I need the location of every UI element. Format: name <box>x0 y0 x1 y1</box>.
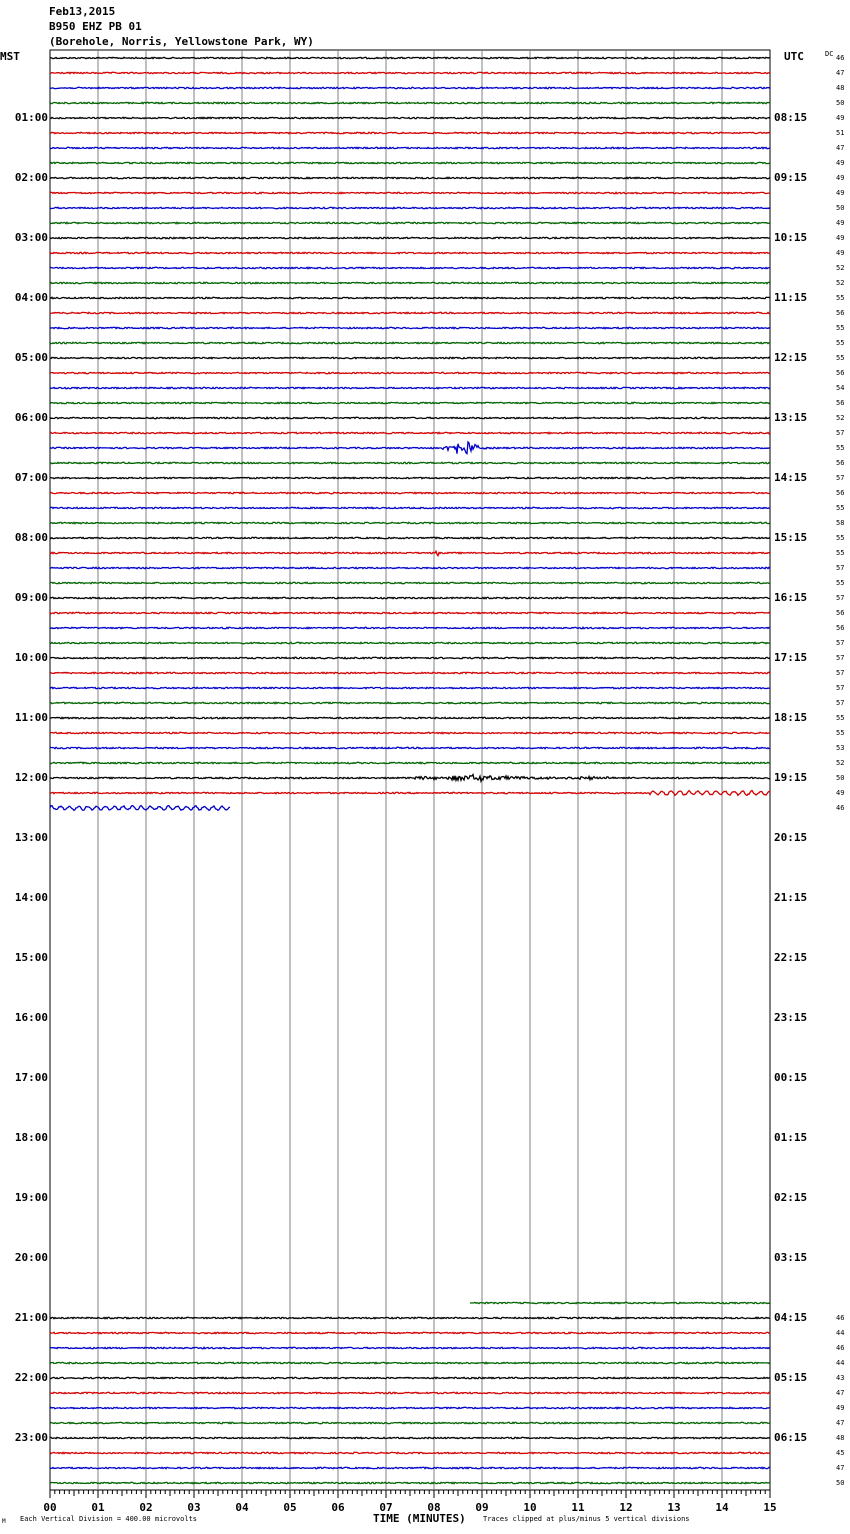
mst-hour-label: 17:00 <box>14 1071 48 1084</box>
seismic-trace <box>50 1407 770 1408</box>
seismic-trace <box>50 732 770 733</box>
dc-offset-value: 45 <box>836 1449 845 1457</box>
utc-hour-label: 05:15 <box>774 1371 808 1384</box>
utc-hour-label: 14:15 <box>774 471 808 484</box>
x-tick-label: 13 <box>667 1501 681 1514</box>
mst-hour-label: 07:00 <box>14 471 48 484</box>
seismic-trace <box>50 147 770 148</box>
seismic-trace <box>50 252 770 253</box>
dc-offset-value: 57 <box>836 669 845 677</box>
dc-offset-value: 52 <box>836 414 845 422</box>
mst-hour-label: 03:00 <box>14 231 48 244</box>
x-tick-label: 05 <box>283 1501 297 1514</box>
utc-hour-label: 21:15 <box>774 891 808 904</box>
mst-hour-label: 01:00 <box>14 111 48 124</box>
seismic-trace <box>50 387 770 388</box>
dc-offset-value: 44 <box>836 1359 845 1367</box>
seismic-trace <box>50 1347 770 1348</box>
dc-offset-value: 50 <box>836 774 845 782</box>
x-tick-label: 06 <box>331 1501 345 1514</box>
dc-offset-value: 55 <box>836 504 845 512</box>
dc-offset-value: 54 <box>836 384 845 392</box>
dc-offset-value: 57 <box>836 639 845 647</box>
mst-hour-label: 18:00 <box>14 1131 48 1144</box>
mst-hour-label: 09:00 <box>14 591 48 604</box>
seismic-trace <box>50 507 770 508</box>
dc-offset-value: 49 <box>836 114 845 122</box>
seismic-trace <box>50 1437 770 1438</box>
dc-offset-value: 55 <box>836 339 845 347</box>
utc-hour-label: 20:15 <box>774 831 808 844</box>
seismic-trace <box>50 1452 770 1453</box>
seismic-trace <box>50 57 770 58</box>
dc-offset-value: 49 <box>836 249 845 257</box>
dc-offset-value: 49 <box>836 1404 845 1412</box>
mst-hour-label: 12:00 <box>14 771 48 784</box>
mst-hour-label: 14:00 <box>14 891 48 904</box>
seismic-trace <box>50 642 770 643</box>
seismic-trace <box>50 492 770 493</box>
dc-offset-value: 55 <box>836 324 845 332</box>
dc-offset-value: 56 <box>836 369 845 377</box>
scale-note: Each Vertical Division = 400.00 microvolts <box>20 1515 198 1523</box>
seismic-trace <box>50 612 770 613</box>
dc-offset-value: 46 <box>836 1344 845 1352</box>
x-tick-label: 01 <box>91 1501 105 1514</box>
seismic-trace <box>50 657 770 658</box>
mst-hour-label: 04:00 <box>14 291 48 304</box>
station-location: (Borehole, Norris, Yellowstone Park, WY) <box>49 35 314 48</box>
dc-offset-value: 52 <box>836 279 845 287</box>
dc-offset-value: 48 <box>836 1434 845 1442</box>
dc-offset-value: 50 <box>836 204 845 212</box>
plot-frame <box>50 50 770 1490</box>
dc-offset-value: 55 <box>836 294 845 302</box>
dc-offset-value: 52 <box>836 759 845 767</box>
dc-offset-value: 47 <box>836 1464 845 1472</box>
dc-offset-value: 52 <box>836 264 845 272</box>
seismic-trace <box>50 372 770 373</box>
dc-offset-value: 43 <box>836 1374 845 1382</box>
seismic-trace <box>50 357 770 358</box>
seismic-trace <box>50 747 770 748</box>
seismic-trace <box>50 1332 770 1333</box>
dc-offset-value: 49 <box>836 189 845 197</box>
dc-offset-value: 56 <box>836 459 845 467</box>
mst-hour-label: 21:00 <box>14 1311 48 1324</box>
seismic-trace <box>50 342 770 343</box>
dc-offset-value: 58 <box>836 519 845 527</box>
mst-hour-label: 10:00 <box>14 651 48 664</box>
seismic-trace <box>50 102 770 103</box>
x-tick-label: 10 <box>523 1501 537 1514</box>
seismic-trace <box>50 72 770 73</box>
dc-offset-value: 46 <box>836 804 845 812</box>
dc-offset-value: 56 <box>836 489 845 497</box>
seismic-trace <box>50 687 770 688</box>
seismic-trace <box>50 1467 770 1468</box>
seismic-trace <box>50 177 770 178</box>
mst-hour-label: 20:00 <box>14 1251 48 1264</box>
seismic-trace <box>50 162 770 163</box>
utc-hour-label: 02:15 <box>774 1191 808 1204</box>
dc-offset-value: 49 <box>836 219 845 227</box>
utc-hour-label: 19:15 <box>774 771 808 784</box>
seismic-trace <box>50 402 770 403</box>
seismic-trace <box>50 1362 770 1363</box>
seismic-trace <box>50 462 770 463</box>
dc-offset-value: 49 <box>836 234 845 242</box>
station-name: B950 EHZ PB 01 <box>49 20 142 33</box>
dc-offset-value: 55 <box>836 714 845 722</box>
utc-hour-label: 11:15 <box>774 291 808 304</box>
mst-hour-label: 15:00 <box>14 951 48 964</box>
mst-hour-label: 11:00 <box>14 711 48 724</box>
dc-offset-value: 57 <box>836 429 845 437</box>
utc-hour-label: 12:15 <box>774 351 808 364</box>
seismic-trace <box>50 1317 770 1318</box>
mst-hour-label: 02:00 <box>14 171 48 184</box>
seismic-trace <box>50 432 770 433</box>
utc-hour-label: 01:15 <box>774 1131 808 1144</box>
seismic-trace <box>50 567 770 568</box>
seismic-trace <box>50 672 770 673</box>
dc-offset-value: 56 <box>836 309 845 317</box>
seismic-trace <box>50 207 770 208</box>
dc-offset-value: 48 <box>836 84 845 92</box>
x-tick-label: 12 <box>619 1501 633 1514</box>
seismic-trace <box>50 297 770 298</box>
utc-hour-label: 15:15 <box>774 531 808 544</box>
x-tick-label: 07 <box>379 1501 393 1514</box>
utc-hour-label: 08:15 <box>774 111 808 124</box>
seismic-trace <box>50 192 770 193</box>
dc-offset-value: 47 <box>836 69 845 77</box>
dc-offset-value: 56 <box>836 399 845 407</box>
seismic-trace <box>50 791 770 796</box>
dc-offset-value: 55 <box>836 534 845 542</box>
x-tick-label: 15 <box>763 1501 777 1514</box>
dc-offset-value: 51 <box>836 129 845 137</box>
x-tick-label: 04 <box>235 1501 249 1514</box>
utc-hour-label: 13:15 <box>774 411 808 424</box>
utc-hour-label: 23:15 <box>774 1011 808 1024</box>
seismic-trace <box>50 806 230 811</box>
seismic-trace <box>50 417 770 418</box>
dc-offset-value: 55 <box>836 579 845 587</box>
footer-mark: M <box>2 1518 6 1525</box>
utc-hour-label: 03:15 <box>774 1251 808 1264</box>
plot-date: Feb13,2015 <box>49 5 116 18</box>
seismic-trace <box>50 551 770 555</box>
dc-offset-value: 46 <box>836 54 845 62</box>
x-tick-label: 09 <box>475 1501 489 1514</box>
dc-offset-value: 55 <box>836 549 845 557</box>
seismic-trace <box>50 775 770 782</box>
seismic-trace <box>50 87 770 88</box>
dc-offset-value: 49 <box>836 159 845 167</box>
dc-offset-value: 50 <box>836 1479 845 1487</box>
utc-axis-title: UTC <box>784 50 804 63</box>
dc-offset-value: 47 <box>836 144 845 152</box>
seismic-trace <box>470 1302 770 1303</box>
dc-offset-value: 55 <box>836 354 845 362</box>
dc-offset-value: 57 <box>836 684 845 692</box>
utc-hour-label: 18:15 <box>774 711 808 724</box>
dc-offset-value: 57 <box>836 594 845 602</box>
mst-hour-label: 13:00 <box>14 831 48 844</box>
seismic-trace <box>50 327 770 328</box>
seismic-trace <box>50 627 770 628</box>
dc-offset-value: 53 <box>836 744 845 752</box>
seismic-trace <box>50 1377 770 1378</box>
mst-hour-label: 05:00 <box>14 351 48 364</box>
dc-offset-value: 57 <box>836 564 845 572</box>
dc-offset-value: 55 <box>836 729 845 737</box>
dc-offset-value: 57 <box>836 654 845 662</box>
x-tick-label: 14 <box>715 1501 729 1514</box>
dc-offset-value: 55 <box>836 444 845 452</box>
seismic-trace <box>50 267 770 268</box>
dc-offset-value: 47 <box>836 1419 845 1427</box>
utc-hour-label: 06:15 <box>774 1431 808 1444</box>
seismic-trace <box>50 117 770 118</box>
dc-offset-value: 47 <box>836 1389 845 1397</box>
dc-offset-value: 57 <box>836 699 845 707</box>
dc-offset-value: 50 <box>836 99 845 107</box>
seismic-trace <box>50 237 770 238</box>
mst-hour-label: 22:00 <box>14 1371 48 1384</box>
dc-offset-value: 56 <box>836 624 845 632</box>
seismic-trace <box>50 282 770 283</box>
seismic-trace <box>50 702 770 703</box>
dc-offset-value: 57 <box>836 474 845 482</box>
dc-offset-value: 46 <box>836 1314 845 1322</box>
utc-hour-label: 17:15 <box>774 651 808 664</box>
seismic-trace <box>50 477 770 479</box>
mst-axis-title: MST <box>0 50 20 63</box>
utc-hour-label: 22:15 <box>774 951 808 964</box>
x-tick-label: 02 <box>139 1501 153 1514</box>
utc-hour-label: 10:15 <box>774 231 808 244</box>
seismic-trace <box>50 597 770 598</box>
seismic-trace <box>50 1422 770 1423</box>
mst-hour-label: 08:00 <box>14 531 48 544</box>
dc-offset-value: 44 <box>836 1329 845 1337</box>
seismic-trace <box>50 442 770 454</box>
seismic-trace <box>50 537 770 538</box>
dc-column-title: DC <box>825 50 834 58</box>
dc-offset-value: 49 <box>836 789 845 797</box>
seismic-trace <box>50 1482 770 1483</box>
x-tick-label: 03 <box>187 1501 201 1514</box>
x-tick-label: 08 <box>427 1501 441 1514</box>
x-tick-label: 00 <box>43 1501 57 1514</box>
mst-hour-label: 19:00 <box>14 1191 48 1204</box>
seismic-trace <box>50 717 770 718</box>
utc-hour-label: 09:15 <box>774 171 808 184</box>
dc-offset-value: 56 <box>836 609 845 617</box>
seismic-trace <box>50 762 770 763</box>
mst-hour-label: 06:00 <box>14 411 48 424</box>
dc-offset-value: 49 <box>836 174 845 182</box>
seismic-trace <box>50 522 770 523</box>
utc-hour-label: 16:15 <box>774 591 808 604</box>
seismic-trace <box>50 132 770 133</box>
utc-hour-label: 00:15 <box>774 1071 808 1084</box>
x-tick-label: 11 <box>571 1501 585 1514</box>
utc-hour-label: 04:15 <box>774 1311 808 1324</box>
mst-hour-label: 23:00 <box>14 1431 48 1444</box>
seismic-trace <box>50 222 770 223</box>
clip-note: Traces clipped at plus/minus 5 vertical divisions <box>483 1515 690 1523</box>
seismic-trace <box>50 1392 770 1393</box>
seismic-trace <box>50 312 770 313</box>
x-axis-label: TIME (MINUTES) <box>373 1512 466 1525</box>
seismic-trace <box>50 582 770 583</box>
mst-hour-label: 16:00 <box>14 1011 48 1024</box>
